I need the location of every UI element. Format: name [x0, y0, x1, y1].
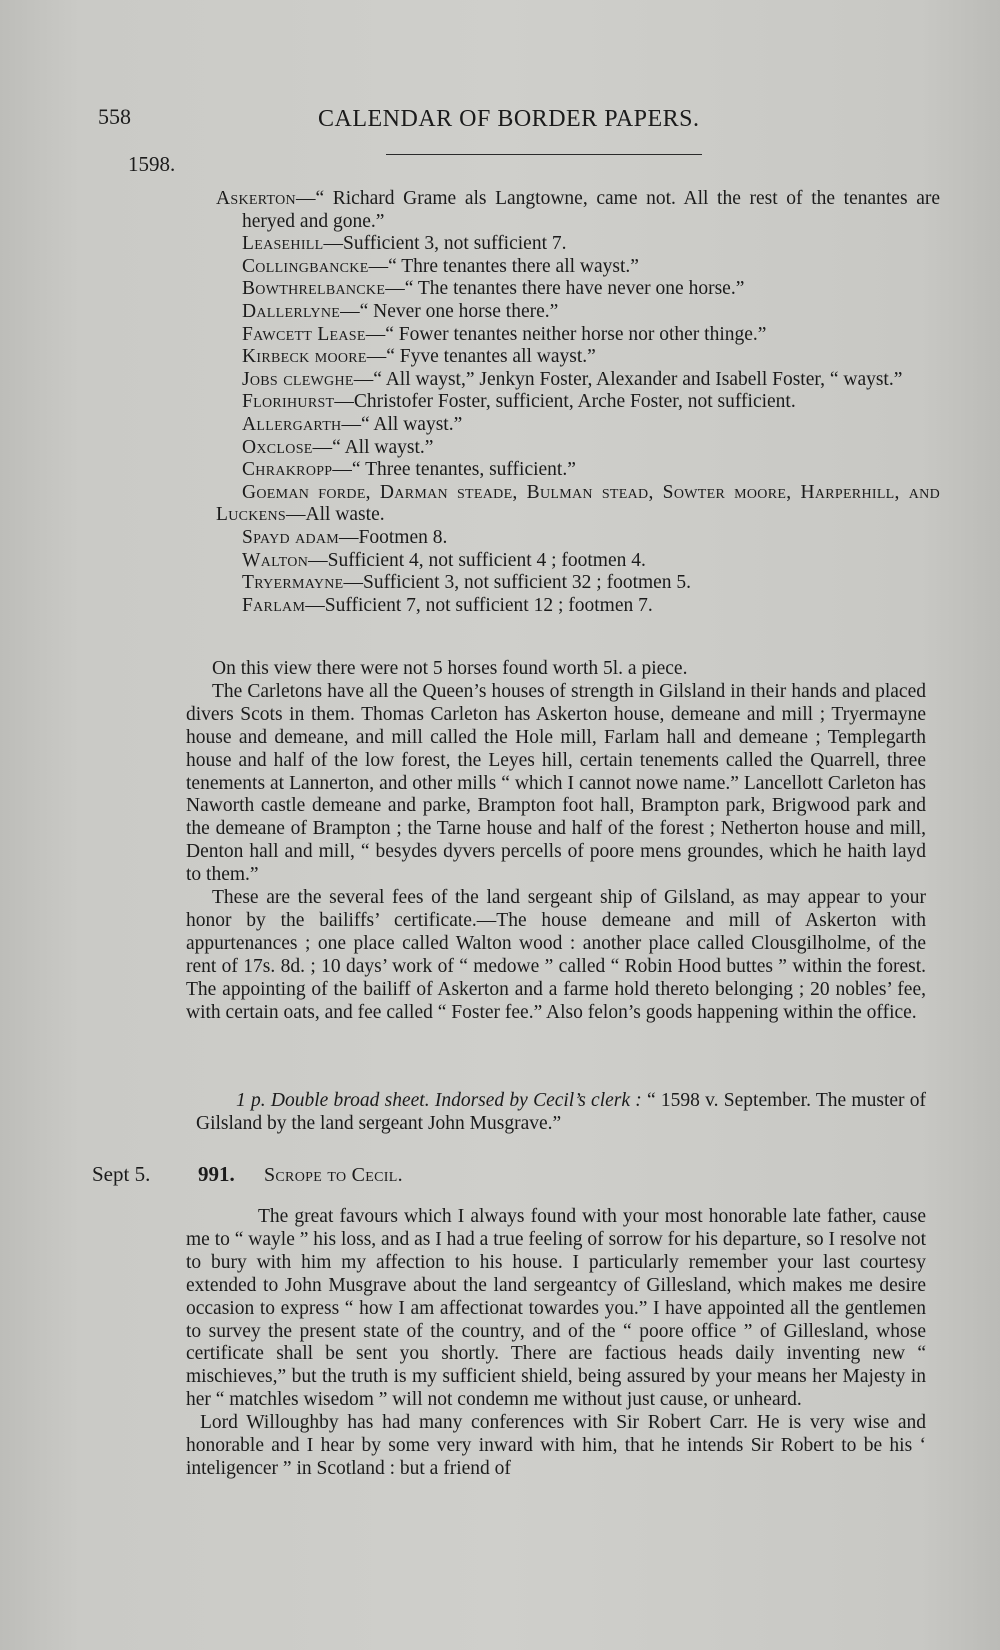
list-item: Askerton—“ Richard Grame als Langtowne, came not. All the rest of the tenantes are heryed and gone.”: [216, 188, 940, 232]
page-number: 558: [98, 104, 131, 129]
list-item: Jobs clewghe—“ All wayst,” Jenkyn Foster, Alexander and Isabell Foster, “ wayst.”: [242, 368, 903, 390]
list-item: Chrakropp—“ Three tenantes, sufficient.”: [242, 459, 576, 481]
list-item: Walton—Sufficient 4, not sufficient 4 ; footmen 4.: [242, 549, 646, 571]
list-item: Fawcett Lease—“ Fower tenantes neither horse nor other thinge.”: [242, 323, 767, 345]
list-item: Tryermayne—Sufficient 3, not sufficient 32 ; footmen 5.: [242, 572, 692, 594]
list-item: Farlam—Sufficient 7, not sufficient 12 ; footmen 7.: [242, 594, 653, 616]
year-label: 1598.: [128, 152, 176, 176]
list-item: Allergarth—“ All wayst.”: [242, 413, 463, 435]
list-item: Bowthrelbancke—“ The tenantes there have never one horse.”: [242, 278, 745, 300]
list-item: Spayd adam—Footmen 8.: [242, 526, 448, 548]
paragraph: These are the several fees of the land sergeant ship of Gilsland, as may appear to your honor by the bailiffs’ certificate.—The house demeane and mill of Askerton with appurtenances ; one place called Walton wood : another place called Clousgilholme, of the rent of 17s. 8d. ; 10 days’ work of “ medowe ” called “ Robin Hood buttes ” within the forest. The appointing of the bailiff of Askerton and a farme hold thereto belonging ; 20 nobles’ fee, with certain oats, and fee called “ Foster fee.” Also felon’s goods happening within the office.: [186, 887, 926, 1023]
list-item: Goeman forde, Darman steade, Bulman stead, Sowter moore, Harperhill, and Luckens—All waste.: [216, 481, 940, 526]
list-item: Kirbeck moore—“ Fyve tenantes all wayst.”: [242, 346, 596, 368]
summary-line: On this view there were not 5 horses found worth 5l. a piece.: [212, 658, 688, 679]
letter-date: Sept 5.: [92, 1162, 151, 1186]
list-item: Oxclose—“ All wayst.”: [242, 436, 434, 458]
entry-number: 991.: [198, 1162, 235, 1186]
indorsement-text: “ 1598 v. September. The muster of Gilsland by the land sergeant John Musgrave.”: [196, 1090, 926, 1134]
indorsement-note: [196, 1090, 926, 1136]
letter-body: [186, 1206, 926, 1481]
paragraph: The Carletons have all the Queen’s houses of strength in Gilsland in their hands and placed divers Scots in them. Thomas Carleton has Askerton house, demeane and mill ; Tryermayne house and demeane, and mill called the Hole mill, Farlam hall and demeane ; Templegarth house and half of the low forest, the Leyes hill, certain tenements called the Quarrell, three tenements at Lannerton, and other mills “ which I cannot nowe name.” Lancellott Carleton has Naworth castle demeane and parke, Brampton foot hall, Brampton park, Brigwood park and the demeane of Brampton ; the Tarne house and half of the forest ; Netherton house and mill, Denton hall and mill, “ besydes dyvers percells of poore mens groundes, which he haith layd to them.”: [186, 680, 926, 886]
list-item: Leasehill—Sufficient 3, not sufficient 7.: [242, 233, 567, 255]
paragraph: Lord Willoughby has had many conferences with Sir Robert Carr. He is very wise and honorable and I hear by some very inward with him, that he intends Sir Robert to be his ‘ inteligencer ” in Scotland : but a friend of: [186, 1412, 926, 1479]
letter-heading: Scrope to Cecil.: [264, 1164, 403, 1186]
list-item: Florihurst—Christofer Foster, sufficient, Arche Foster, not sufficient.: [242, 391, 796, 413]
indorsement-lead: 1 p. Double broad sheet. Indorsed by Cecil’s clerk :: [236, 1090, 642, 1111]
list-item: Dallerlyne—“ Never one horse there.”: [242, 300, 559, 322]
muster-list: [216, 188, 940, 617]
paragraph: The great favours which I always found with your most honorable late father, cause me to “ wayle ” his loss, and as I had a true feeling of sorrow for his departure, so I resolve not to bury with him my affection to his house. I particularly remember your last courtesy extended to John Musgrave about the land sergeantcy of Gillesland, which makes me desire occasion to express “ how I am affectionat towardes you.” I have appointed all the gentlemen to survey the present state of the country, and of the “ poore office ” of Gillesland, whose certificate shall be sent you shortly. There are factious heads daily inventing new “ mischieves,” but the truth is my sufficient shield, being assured by your means her Majesty in her “ matchles wisedom ” will not condemn me without just cause, or unheard.: [186, 1206, 926, 1411]
header-rule: [386, 154, 702, 155]
list-item: Collingbancke—“ Thre tenantes there all wayst.”: [242, 255, 639, 277]
muster-summary: [186, 658, 926, 1025]
running-title: CALENDAR OF BORDER PAPERS.: [318, 106, 700, 132]
